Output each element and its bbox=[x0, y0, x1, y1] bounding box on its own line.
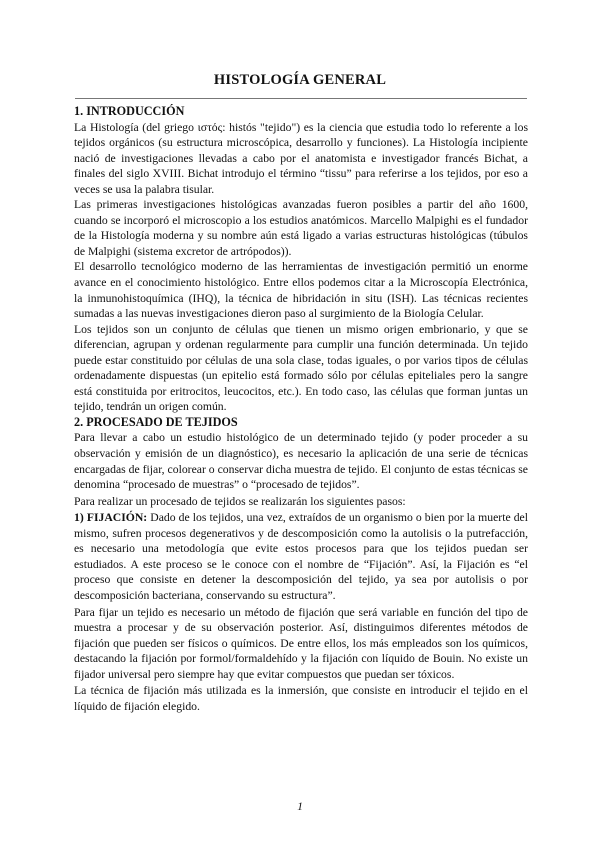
paragraph: Para llevar a cabo un estudio histológico de un determinado tejido (y poder proceder a su observación y emisión de un diagnóstico), es necesario la aplicación de una serie de técnicas encargadas de fijar, colorear o conservar dicha muestra de tejido. El conjunto de estas técnicas se denomina “procesado de muestras” o “procesado de tejidos”. bbox=[74, 431, 528, 492]
document-title: HISTOLOGÍA GENERAL bbox=[213, 72, 387, 88]
paragraph: Para fijar un tejido es necesario un método de fijación que será variable en función del tipo de muestra a procesar y de su observación posterior. Así, distinguimos diferentes métodos de fijación que pueden ser físicos o químicos. De entre ellos, los más empleados son los químicos, destacando la fijación por formol/formaldehído y la fijación con líquido de Bouin. No existe un fijador universal pero siempre hay que evitar compuestos que puedan ser tóxicos. bbox=[74, 605, 528, 681]
step-label-fijacion: 1) FIJACIÓN: bbox=[74, 511, 148, 525]
paragraph: Para realizar un procesado de tejidos se realizarán los siguientes pasos: bbox=[74, 494, 406, 508]
paragraph: Las primeras investigaciones histológicas avanzadas fueron posibles a partir del año 1600, cuando se incorporó el microscopio a los estudios anatómicos. Marcello Malpighi es el fundador de la Histología moderna y su nombre aún está ligado a varias estructuras histológicas (túbulos de Malpighi (sistema excretor de artrópodos)). bbox=[74, 198, 528, 258]
paragraph: La Histología (del griego ιστός: histós "tejido") es la ciencia que estudia todo lo referente a los tejidos orgánicos (su estructura microscópica, desarrollo y funciones). La Histología incipiente nació de investigaciones llevadas a cabo por el anatomista e investigador francés Bichat, a finales del siglo XVIII. Bichat introdujo el término “tissu” para referirse a los tejidos, por eso a veces se usa la palabra tisular. bbox=[74, 120, 528, 196]
page-number: 1 bbox=[297, 800, 303, 813]
step-text-fijacion: Dado de los tejidos, una vez, extraídos de un organismo o bien por la muerte del mismo, sufren procesos degenerativos y de descomposición como la autolisis o la putrefacción, es necesario una metodología que evite estos procesos para que los tejidos puedan ser estudiados. A este proceso se le conoce con el nombre de “Fijación”. Así, la Fijación es “el proceso que consiste en detener la descomposición del tejido, ya sea por autolisis o por descomposición bacteriana, conservando su estructura”. bbox=[74, 511, 528, 602]
paragraph: La técnica de fijación más utilizada es la inmersión, que consiste en introducir el tejido en el líquido de fijación elegido. bbox=[74, 684, 528, 713]
section-heading-procesado: 2. PROCESADO DE TEJIDOS bbox=[74, 414, 238, 429]
paragraph: Los tejidos son un conjunto de células que tienen un mismo origen embrionario, y que se diferencian, agrupan y ordenan regularmente para cumplir una función determinada. Un tejido puede estar constituido por células de una sola clase, todas iguales, o por varios tipos de células ordenadamente dispuestas (un epitelio está formado sólo por células epiteliales pero la sangre está constituida por eritrocitos, leucocitos, etc.). En todo caso, las células que forman juntas un tejido, tendrán un origen común. bbox=[74, 322, 528, 414]
document-body bbox=[74, 104, 528, 714]
paragraph: El desarrollo tecnológico moderno de las herramientas de investigación permitió un enorme avance en el conocimiento histológico. Entre ellos podemos citar a la Microscopía Electrónica, la inmunohistoquímica (IHQ), la técnica de hibridación in situ (ISH). Las técnicas recientes sumadas a las nuevas investigaciones dieron paso al surgimiento de la Biología Celular. bbox=[74, 260, 528, 321]
section-heading-introduccion: 1. INTRODUCCIÓN bbox=[74, 104, 185, 118]
title-divider bbox=[75, 98, 527, 99]
step-fijacion-paragraph bbox=[74, 510, 528, 603]
